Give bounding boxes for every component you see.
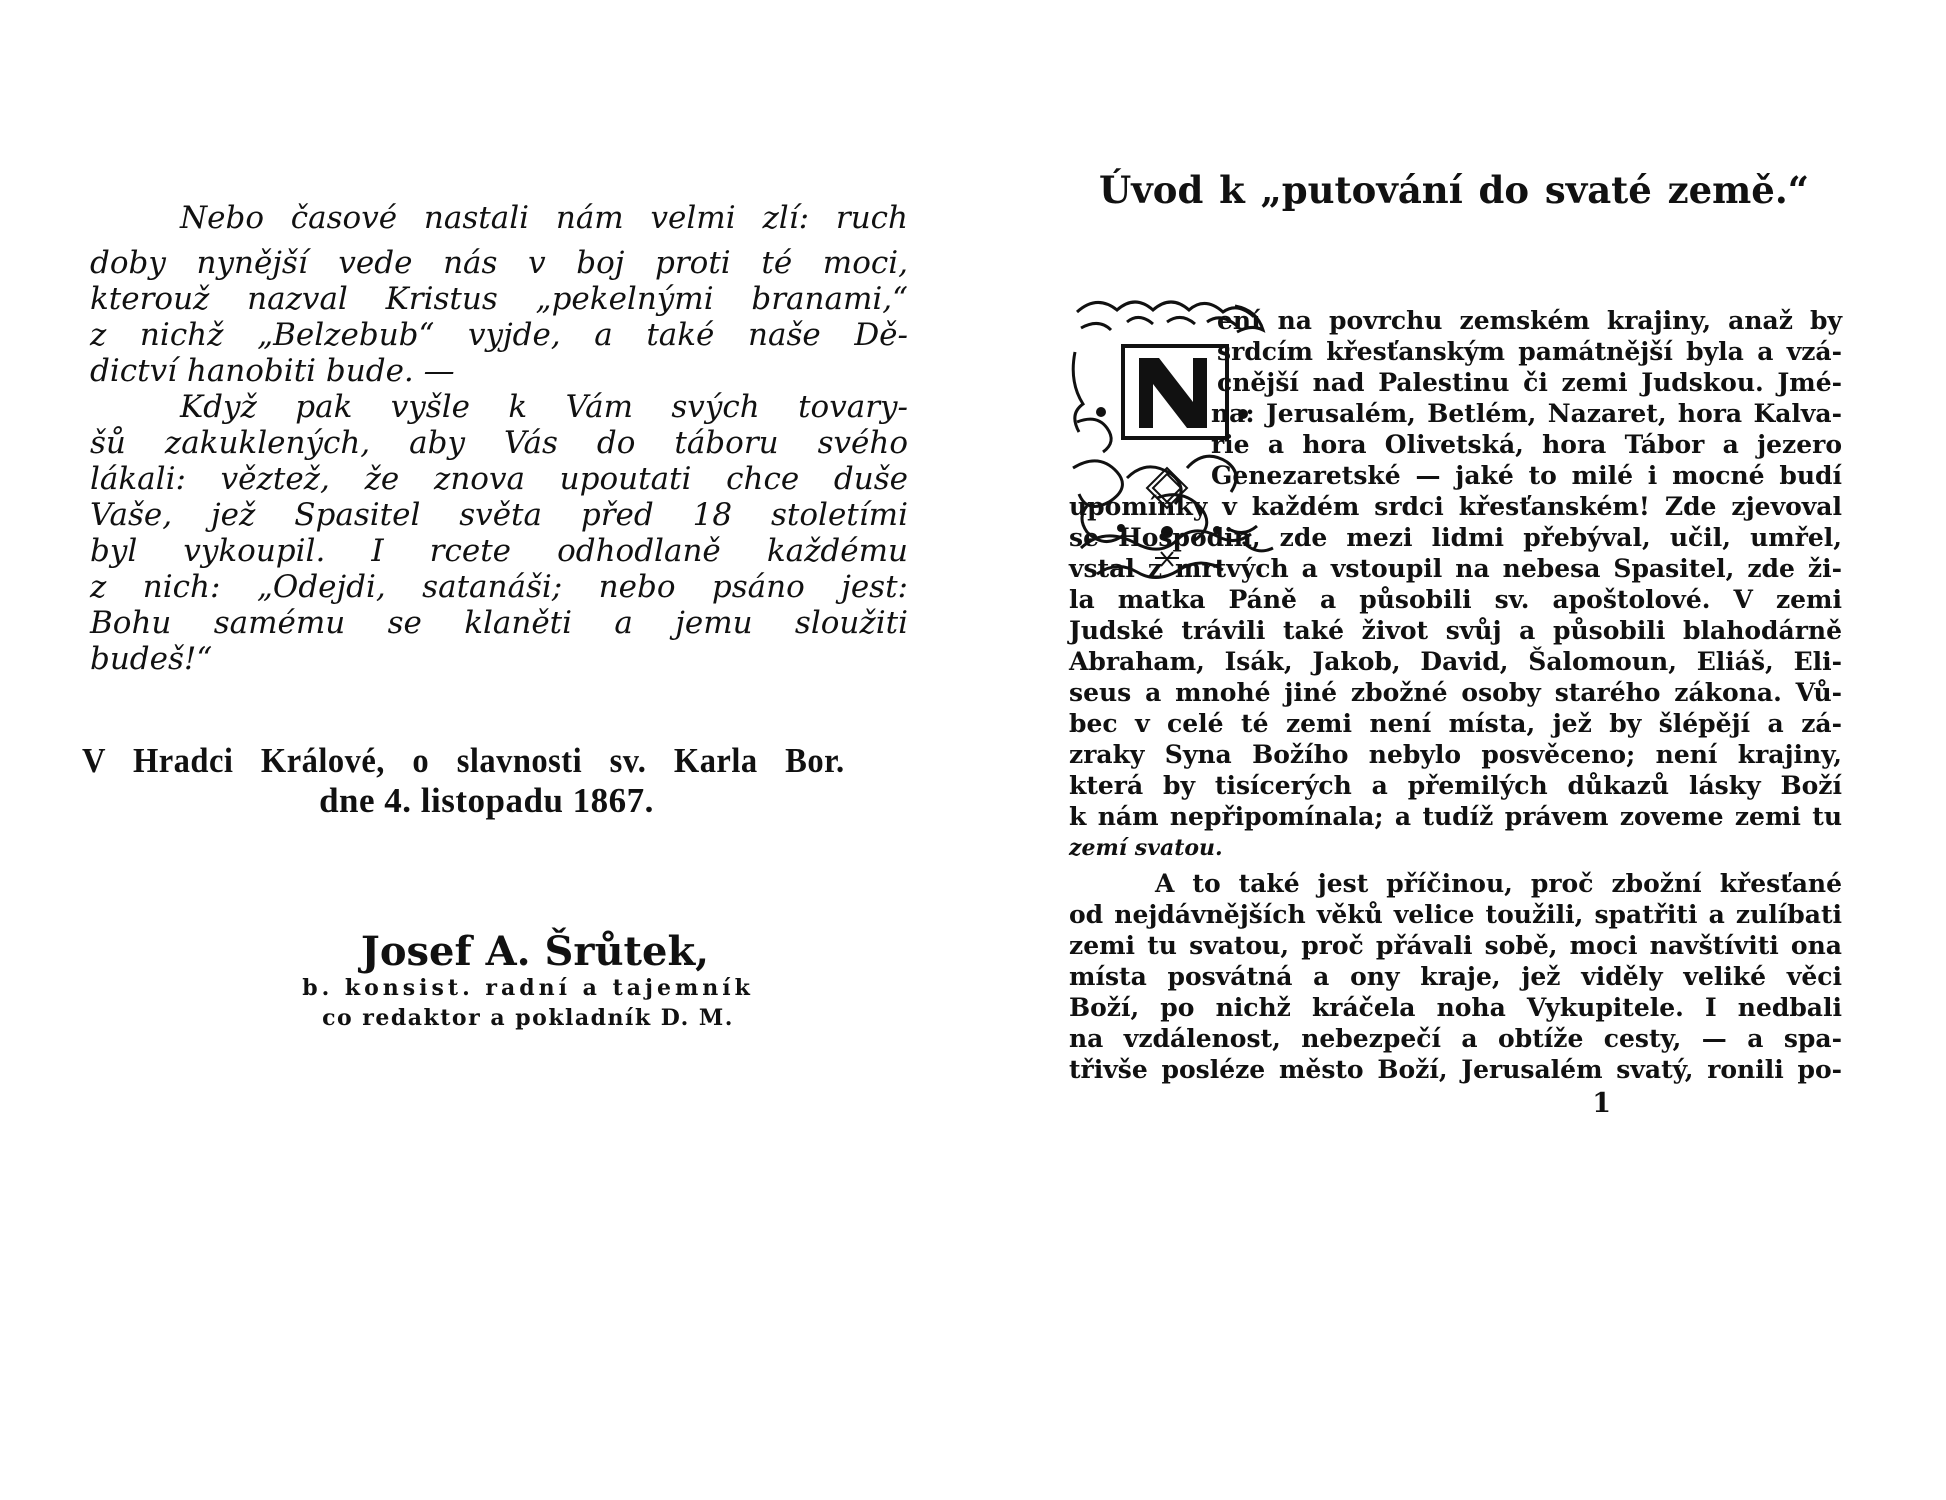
text-line: byl vykoupil. I rcete odhodlaně každému [90,533,908,569]
text-line: od nejdávnějších věků velice toužili, spatřiti a zulíbati [1069,900,1842,929]
text-line: rie a hora Olivetská, hora Tábor a jezero [1211,430,1842,459]
signature-role: co redaktor a pokladník D. M. [322,1005,734,1031]
text-line: z nich: „Odejdi, satanáši; nebo psáno jest: [90,569,908,605]
text-line: zraky Syna Božího nebylo posvěceno; není krajiny, [1069,740,1842,769]
text-line: la matka Páně a působili sv. apoštolové. V zemi [1069,585,1842,614]
text-line: z nichž „Belzebub“ vyjde, a také naše Dě- [90,317,908,353]
text-line: Abraham, Isák, Jakob, David, Šalomoun, Eliáš, Eli- [1069,647,1842,676]
signature-name: Josef A. Šrůtek, [360,928,710,975]
signature-role: b. konsist. radní a tajemník [302,975,754,1001]
text-line: Nebo časové nastali nám velmi zlí: ruch [180,200,908,236]
text-line: k nám nepřipomínala; a tudíž právem zoveme zemi tu [1069,802,1842,831]
text-line: upomínky v každém srdci křesťanském! Zde zjevoval [1069,492,1842,521]
place-line: V Hradci Králové, o slavnosti sv. Karla Bor. [82,741,845,780]
text-line: doby nynější vede nás v boj proti té moci, [90,245,908,281]
text-line: Vaše, jež Spasitel světa před 18 stoletími [90,497,908,533]
text-line: na vzdálenost, nebezpečí a obtíže cesty, — a spa- [1069,1024,1842,1053]
text-line: místa posvátná a ony kraje, jež viděly veliké věci [1069,962,1842,991]
text-line: Boží, po nichž kráčela noha Vykupitele. I nedbali [1069,993,1842,1022]
text-line-italic: zemí svatou. [1069,835,1223,861]
text-line: třivše posléze město Boží, Jerusalém svatý, ronili po- [1069,1055,1842,1084]
chapter-title: Úvod k „putování do svaté země.“ [1099,168,1809,212]
text-line: kterouž nazval Kristus „pekelnými branami,“ [90,281,908,317]
text-line: A to také jest příčinou, proč zbožní křesťané [1155,869,1842,898]
date-line: dne 4. listopadu 1867. [319,781,654,820]
text-line: dictví hanobiti bude. — [90,353,455,389]
page-number: 1 [1592,1088,1611,1119]
text-line: seus a mnohé jiné zbožné osoby starého zákona. Vů- [1069,678,1842,707]
right-page [973,0,1946,1500]
text-line: lákali: věztež, že znova upoutati chce duše [90,461,908,497]
text-line: šů zakuklených, aby Vás do táboru svého [90,425,908,461]
text-line: se Hospodin, zde mezi lidmi přebýval, učil, umřel, [1069,523,1842,552]
text-line: bec v celé té zemi není místa, jež by šlépějí a zá- [1069,709,1842,738]
text-line: vstal z mrtvých a vstoupil na nebesa Spasitel, zde ži- [1069,554,1842,583]
text-line: Bohu samému se klaněti a jemu sloužiti [90,605,908,641]
text-line: srdcím křesťanským památnější byla a vzá- [1217,337,1842,366]
text-line: cnější nad Palestinu či zemi Judskou. Jmé- [1217,368,1842,397]
text-line: Genezaretské — jaké to milé i mocné budí [1211,461,1842,490]
text-line: která by tisícerých a přemilých důkazů lásky Boží [1069,771,1842,800]
text-line: budeš!“ [90,641,213,677]
text-line: na: Jerusalém, Betlém, Nazaret, hora Kalva- [1211,399,1842,428]
text-line: Když pak vyšle k Vám svých tovary- [180,389,908,425]
text-line: ení na povrchu zemském krajiny, anaž by [1217,306,1842,335]
text-line: Judské trávili také život svůj a působili blahodárně [1069,616,1842,645]
text-line: zemi tu svatou, proč přávali sobě, moci navštíviti ona [1069,931,1842,960]
